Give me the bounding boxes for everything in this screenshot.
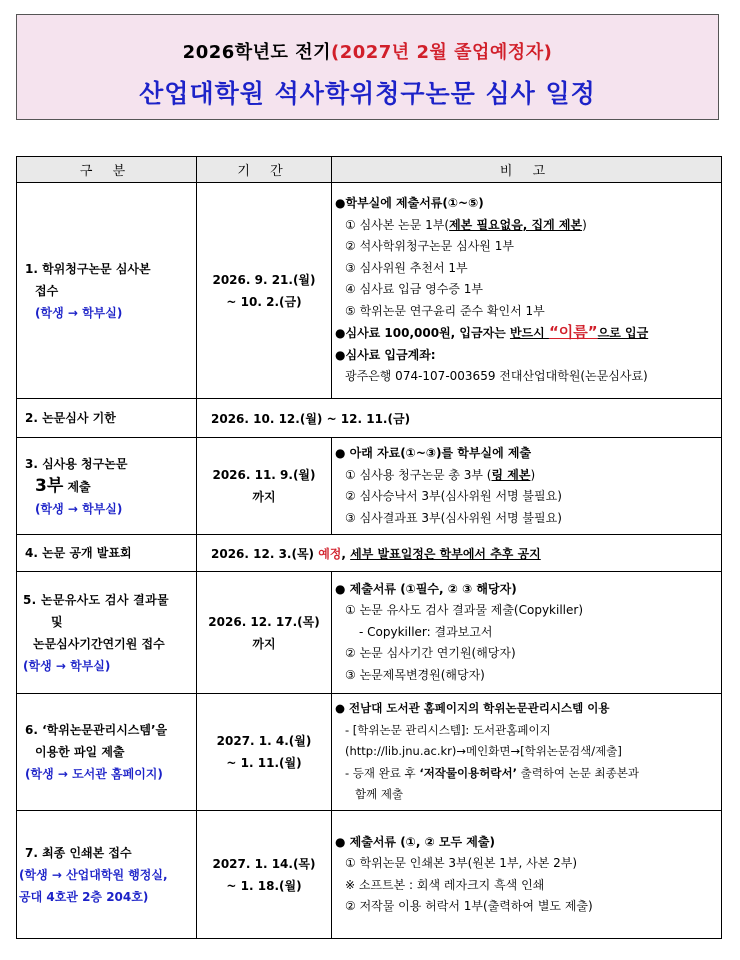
- row4-period: [197, 535, 722, 572]
- table-row: [17, 183, 722, 399]
- row7-remarks: [332, 811, 722, 939]
- label-line: 3. 심사용 청구논문: [25, 456, 128, 471]
- period-line: ~ 1. 11.(월): [226, 756, 302, 770]
- period-line: 2027. 1. 4.(월): [216, 734, 312, 748]
- period-line: 2027. 1. 14.(목): [212, 856, 316, 871]
- title-graduation-note: (2027년 2월 졸업예정자): [330, 42, 553, 63]
- period-line: 까지: [252, 636, 276, 651]
- page-title: 산업대학원 석사학위청구논문 심사 일정: [139, 79, 596, 108]
- label-line: 논문심사기간연기원 접수: [33, 636, 165, 651]
- remarks-head: ● 제출서류 (①필수, ② ③ 해당자): [335, 581, 517, 596]
- remark-item: ③ 심사결과표 3부(심사위원 서명 불필요): [345, 510, 562, 525]
- label-route: 공대 4호관 2층 204호): [19, 889, 149, 904]
- label-route: (학생 → 산업대학원 행정실,: [19, 867, 168, 882]
- period-line: 까지: [252, 490, 276, 504]
- table-header-row: [17, 157, 722, 183]
- label-line: 5. 논문유사도 검사 결과물: [23, 592, 169, 607]
- scheduled-tag: 예정: [318, 546, 342, 561]
- remark-item-close: ): [582, 217, 587, 232]
- fee-emphasis: 반드시: [509, 326, 549, 341]
- table-row: [17, 438, 722, 535]
- label-line: 6. ‘학위논문관리시스템’을: [25, 723, 168, 737]
- title-box: [16, 14, 719, 120]
- remark-item: ③ 논문제목변경원(해당자): [345, 667, 485, 682]
- label-copies: 3부: [35, 475, 64, 496]
- remark-item: ① 심사용 청구논문 총 3부 (: [345, 467, 492, 482]
- remarks-head: ● 아래 자료(①~③)를 학부실에 제출: [335, 446, 532, 460]
- binding-note: 링 제본: [491, 467, 531, 482]
- table-row: [17, 399, 722, 438]
- remark-item: ② 저작물 이용 허락서 1부(출력하여 별도 제출): [345, 899, 593, 913]
- table-row: [17, 572, 722, 694]
- table-row: [17, 535, 722, 572]
- row2-label: 2. 논문심사 기한: [17, 399, 197, 438]
- remark-line: 함께 제출: [355, 787, 404, 802]
- row1-remarks: [332, 183, 722, 399]
- row3-period: [197, 438, 332, 535]
- remarks-head: ●학부실에 제출서류(①~⑤): [335, 196, 484, 211]
- label-line: 제출: [63, 479, 91, 494]
- row1-label: [17, 183, 197, 399]
- row1-period: [197, 183, 332, 399]
- remark-item: ⑤ 학위논문 연구윤리 준수 확인서 1부: [345, 303, 545, 318]
- remark-subitem: - Copykiller: 결과보고서: [359, 624, 493, 639]
- remark-item: ② 논문 심사기간 연기원(해당자): [345, 646, 516, 661]
- label-line: 접수: [35, 283, 59, 298]
- row7-label: [17, 811, 197, 939]
- presentation-date: 2026. 12. 3.(목): [211, 546, 319, 561]
- period-line: ~ 10. 2.(금): [226, 294, 302, 309]
- row2-period: 2026. 10. 12.(월) ~ 12. 11.(금): [197, 399, 722, 438]
- period-line: ~ 1. 18.(월): [226, 878, 302, 893]
- remark-line: - 등재 완료 후: [345, 765, 420, 780]
- label-route: (학생 → 도서관 홈페이지): [25, 767, 163, 781]
- row5-remarks: [332, 572, 722, 694]
- remark-item: ① 학위논문 인쇄본 3부(원본 1부, 사본 2부): [345, 856, 578, 870]
- label-line: 1. 학위청구논문 심사본: [25, 261, 151, 276]
- label-route: (학생 → 학부실): [35, 305, 123, 320]
- label-line: 및: [51, 614, 63, 629]
- remarks-head: ● 제출서류 (①, ② 모두 제출): [335, 834, 495, 849]
- title-line1: [17, 38, 718, 64]
- remark-item: ② 심사승낙서 3부(심사위원 서명 불필요): [345, 489, 562, 503]
- remark-line-tail: 출력하여 논문 최종본과: [516, 765, 639, 780]
- remark-item: ② 석사학위청구논문 심사원 1부: [345, 239, 514, 254]
- label-line: 이용한 파일 제출: [35, 745, 125, 759]
- period-line: 2026. 9. 21.(월): [212, 272, 316, 287]
- remarks-head: ● 전남대 도서관 홈페이지의 학위논문관리시스템 이용: [335, 701, 610, 716]
- schedule-table: [16, 156, 722, 939]
- period-line: 2026. 11. 9.(월): [212, 468, 316, 482]
- row4-label: 4. 논문 공개 발표회: [17, 535, 197, 572]
- bank-account: 광주은행 074-107-003659 전대산업대학원(논문심사료): [345, 369, 648, 384]
- table-row: [17, 811, 722, 939]
- binding-note: 제본 필요없음, 집게 제본: [449, 217, 583, 232]
- fee-text: ●심사료 100,000원, 입금자는: [335, 326, 510, 341]
- label-route: (학생 → 학부실): [23, 658, 111, 673]
- remark-line: - [학위논문 관리시스템]: 도서관홈페이지: [345, 722, 551, 737]
- permission-form-name: ‘저작물이용허락서’: [419, 765, 517, 780]
- remark-item-close: ): [530, 467, 536, 482]
- row7-period: [197, 811, 332, 939]
- table-row: [17, 694, 722, 811]
- title-prefix: 2026학년도 전기: [182, 42, 331, 63]
- remark-item: ③ 심사위원 추천서 1부: [345, 260, 468, 275]
- row5-period: [197, 572, 332, 694]
- row3-remarks: [332, 438, 722, 535]
- row6-period: [197, 694, 332, 811]
- column-header-remarks: 비 고: [332, 157, 722, 183]
- account-head: ●심사료 입금계좌:: [335, 347, 436, 362]
- period-line: 2026. 12. 17.(목): [208, 614, 320, 629]
- fee-name-emphasis: “이름”: [548, 323, 598, 342]
- library-url-path: (http://lib.jnu.ac.kr)→메인화면→[학위논문검색/제출]: [345, 744, 622, 759]
- column-header-category: 구 분: [17, 157, 197, 183]
- row6-label: [17, 694, 197, 811]
- remark-item: ① 심사본 논문 1부(: [345, 217, 450, 232]
- row3-label: [17, 438, 197, 535]
- remark-note: ※ 소프트본 : 회색 레자크지 흑색 인쇄: [345, 877, 545, 892]
- row5-label: [17, 572, 197, 694]
- remark-item: ④ 심사료 입금 영수증 1부: [345, 282, 483, 297]
- fee-emphasis-tail: 으로 입금: [597, 326, 649, 341]
- label-line: 7. 최종 인쇄본 접수: [25, 845, 132, 860]
- column-header-period: 기 간: [197, 157, 332, 183]
- remark-item: ① 논문 유사도 검사 결과물 제출(Copykiller): [345, 603, 584, 618]
- separator: ,: [341, 546, 351, 561]
- label-route: (학생 → 학부실): [35, 501, 123, 516]
- row6-remarks: [332, 694, 722, 811]
- schedule-note: 세부 발표일정은 학부에서 추후 공지: [350, 546, 541, 561]
